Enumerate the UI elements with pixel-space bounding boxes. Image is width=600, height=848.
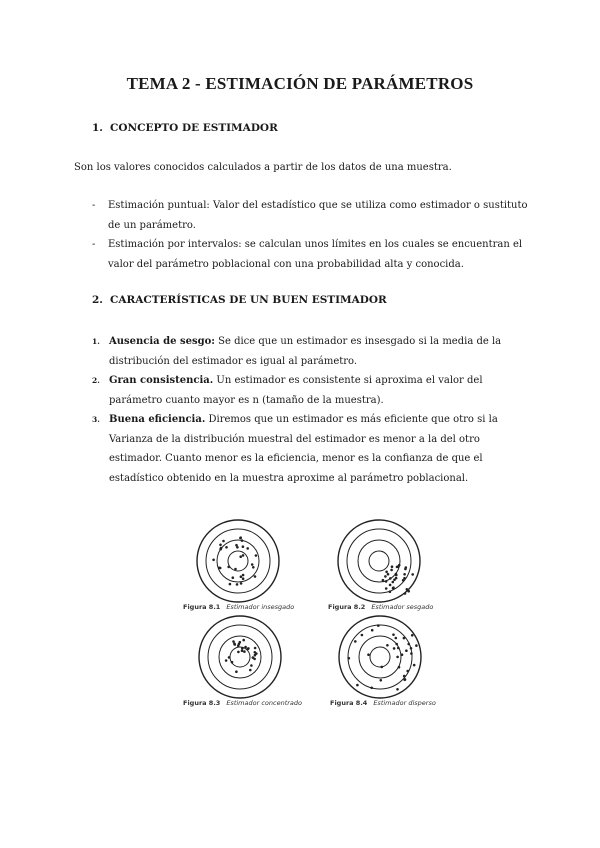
sample-dot (239, 555, 242, 558)
sample-dot (228, 656, 231, 659)
figure-caption-2 (328, 603, 433, 611)
sample-dot (392, 581, 395, 584)
dash-marker: - (92, 200, 96, 211)
sample-dot (241, 650, 244, 653)
sample-dot (251, 563, 254, 566)
sample-dot (234, 568, 237, 571)
estimator-properties-list (92, 332, 524, 488)
sample-dot (234, 643, 237, 646)
number-marker: 1. (92, 337, 100, 346)
sample-dot (361, 634, 364, 637)
page-title: TEMA 2 - ESTIMACIÓN DE PARÁMETROS (126, 74, 474, 93)
sample-dot (242, 554, 245, 557)
sample-dot (244, 646, 247, 649)
term-label: Gran consistencia. (109, 375, 214, 386)
section-2-number: 2. (92, 294, 103, 306)
section-1-intro: Son los valores conocidos calculados a partir de los datos de una muestra. (74, 162, 452, 173)
sample-dot (381, 666, 384, 669)
sample-dot (252, 656, 255, 659)
sample-dot (222, 540, 225, 543)
target-ring (339, 616, 421, 698)
section-2-title: CARACTERÍSTICAS DE UN BUEN ESTIMADOR (110, 294, 387, 306)
figure-caption-4 (330, 699, 436, 707)
sample-dot (242, 577, 245, 580)
sample-dot (389, 577, 392, 580)
sample-dot (250, 664, 253, 667)
target-ring (370, 647, 390, 667)
target-ring (369, 551, 389, 571)
sample-dot (407, 643, 410, 646)
term-description: Un estimador es consistente si aproxima el valor del parámetro cuanto mayor es n (tamaño de la muestra). (109, 375, 483, 406)
section-1-number: 1. (92, 122, 103, 134)
sample-dot (405, 566, 408, 569)
list-item-efficiency (92, 410, 524, 488)
term-description: Se dice que un estimador es insesgado si la media de la distribución del estimador es igual al parámetro. (109, 336, 502, 367)
sample-dot (240, 575, 243, 578)
sample-dot (237, 651, 240, 654)
estimation-types-list (92, 196, 532, 274)
sample-dot (247, 647, 250, 650)
sample-dot (405, 649, 408, 652)
sample-dot (242, 545, 245, 548)
figure-caption-1 (183, 603, 294, 611)
sample-dot (240, 582, 243, 585)
target-diagram-icon (336, 518, 422, 604)
target-ring (347, 529, 411, 593)
figure-number: Figura 8.3 (183, 699, 221, 707)
list-item-consistency (92, 371, 524, 410)
sample-dot (392, 633, 395, 636)
sample-dot (407, 590, 410, 593)
sample-dot (255, 652, 258, 655)
sample-dot (348, 657, 351, 660)
sample-dot (411, 573, 414, 576)
target-ring (208, 625, 272, 689)
sample-dot (395, 573, 398, 576)
target-figure-dispersed (337, 614, 423, 700)
sample-dot (384, 575, 387, 578)
sample-dot (385, 587, 388, 590)
sample-dot (395, 643, 398, 646)
sample-dot (395, 637, 398, 640)
target-ring (197, 520, 279, 602)
target-ring (230, 647, 250, 667)
sample-dot (410, 652, 413, 655)
list-item-bias (92, 332, 524, 371)
list-item-text: Estimación por intervalos: se calculan unos límites en los cuales se encuentran el valor del parámetro poblacional con una probabilidad alta y conocida. (108, 239, 523, 270)
sample-dot (403, 637, 406, 640)
list-item-interval-estimation (92, 235, 532, 274)
sample-dot (254, 647, 257, 650)
sample-dot (225, 546, 228, 549)
sample-dot (391, 565, 394, 568)
sample-dot (231, 661, 234, 664)
sample-dot (392, 586, 395, 589)
figure-number: Figura 8.4 (330, 699, 368, 707)
sample-dot (380, 679, 383, 682)
term-label: Ausencia de sesgo: (109, 336, 215, 347)
sample-dot (387, 573, 390, 576)
sample-dot (397, 565, 400, 568)
figure-name: Estimador concentrado (226, 699, 303, 707)
sample-dot (404, 678, 407, 681)
sample-dot (403, 573, 406, 576)
target-diagram-icon (195, 518, 281, 604)
target-figure-biased (336, 518, 422, 604)
figure-number: Figura 8.2 (328, 603, 366, 611)
figure-name: Estimador disperso (373, 699, 436, 707)
sample-dot (393, 578, 396, 581)
sample-dot (371, 629, 374, 632)
sample-dot (406, 670, 409, 673)
sample-dot (354, 640, 357, 643)
section-1-heading (92, 122, 278, 134)
sample-dot (382, 579, 385, 582)
target-ring (358, 540, 400, 582)
sample-dot (252, 566, 255, 569)
dash-marker: - (92, 239, 96, 250)
sample-dot (239, 641, 242, 644)
sample-dot (235, 670, 238, 673)
section-1-title: CONCEPTO DE ESTIMADOR (110, 122, 278, 134)
sample-dot (390, 569, 393, 572)
sample-dot (370, 687, 373, 690)
sample-dot (236, 546, 239, 549)
sample-dot (406, 588, 409, 591)
figure-number: Figura 8.1 (183, 603, 221, 611)
sample-dot (413, 664, 416, 667)
sample-dot (415, 644, 418, 647)
sample-dot (398, 666, 401, 669)
list-item-text: Estimación puntual: Valor del estadístico que se utiliza como estimador o sustituto de un parámetro. (108, 200, 528, 231)
sample-dot (237, 645, 240, 648)
sample-dot (243, 650, 246, 653)
term-label: Buena eficiencia. (109, 414, 206, 425)
sample-dot (255, 554, 258, 557)
sample-dot (356, 684, 359, 687)
sample-dot (389, 590, 392, 593)
target-ring (228, 551, 248, 571)
sample-dot (385, 571, 388, 574)
sample-dot (389, 584, 392, 587)
sample-dot (246, 547, 249, 550)
target-diagram-icon (337, 614, 423, 700)
sample-dot (239, 536, 242, 539)
sample-dot (225, 659, 228, 662)
sample-dot (396, 688, 399, 691)
target-ring (199, 616, 281, 698)
sample-dot (401, 653, 404, 656)
target-ring (206, 529, 270, 593)
sample-dot (232, 576, 235, 579)
figure-name: Estimador sesgado (371, 603, 434, 611)
sample-dot (411, 634, 414, 637)
sample-dot (219, 567, 222, 570)
sample-dot (396, 656, 399, 659)
sample-dot (385, 580, 388, 583)
sample-dot (232, 640, 235, 643)
number-marker: 3. (92, 415, 100, 424)
list-item-point-estimation (92, 196, 532, 235)
sample-dot (404, 592, 407, 595)
sample-dot (236, 583, 239, 586)
figure-caption-3 (183, 699, 302, 707)
sample-dot (402, 579, 405, 582)
sample-dot (367, 653, 370, 656)
sample-dot (242, 639, 245, 642)
sample-dot (241, 539, 244, 542)
sample-dot (386, 644, 389, 647)
target-diagram-icon (197, 614, 283, 700)
target-figure-concentrated (197, 614, 283, 700)
sample-dot (229, 583, 232, 586)
term-description: Diremos que un estimador es más eficiente que otro si la Varianza de la distribución muestral del estimador es menor a la del otro estimador. Cuanto menor es la eficiencia, menor es la confianza de que el estadístico obtenido en la muestra aproxime al parámetro poblacional. (109, 414, 498, 484)
sample-dot (377, 624, 380, 627)
sample-dot (212, 559, 215, 562)
number-marker: 2. (92, 376, 100, 385)
sample-dot (410, 647, 413, 650)
sample-dot (227, 566, 230, 569)
sample-dot (393, 647, 396, 650)
sample-dot (254, 575, 257, 578)
sample-dot (241, 647, 244, 650)
figure-name: Estimador insesgado (226, 603, 295, 611)
sample-dot (397, 647, 400, 650)
section-2-heading (92, 294, 387, 306)
sample-dot (219, 544, 222, 547)
sample-dot (220, 547, 223, 550)
target-ring (359, 636, 401, 678)
sample-dot (403, 675, 406, 678)
sample-dot (242, 574, 245, 577)
target-figure-unbiased (195, 518, 281, 604)
sample-dot (249, 669, 252, 672)
